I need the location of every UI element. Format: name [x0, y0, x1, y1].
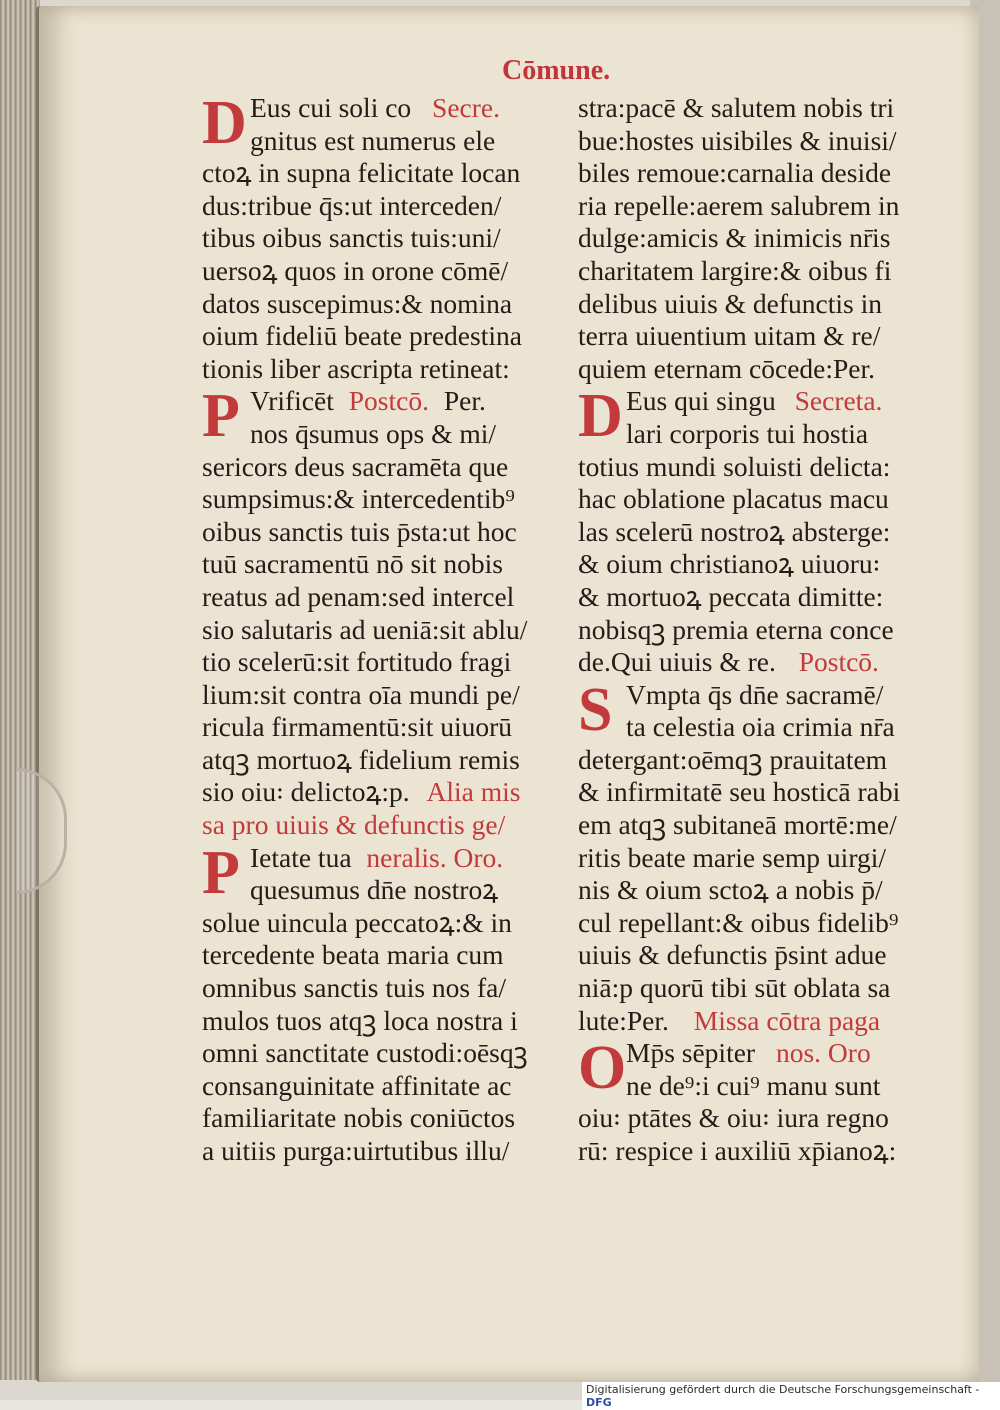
rubric: Secre. — [432, 92, 500, 123]
text-line: ria repelle:aerem salubrem in — [578, 189, 900, 221]
text-line: oibus sanctis tuis p̄sta:ut hoc — [202, 515, 517, 547]
text-line: niā:p quorū tibi sūt oblata sa — [578, 972, 891, 1004]
text-line: terra uiuentium uitam & re/ — [578, 320, 881, 352]
text-line: datos suscepimus:& nomina — [202, 287, 513, 319]
text-line — [202, 842, 554, 875]
text-line: hac oblatione placatus macu — [578, 483, 889, 515]
line-text: Per. — [443, 385, 486, 417]
text-line: quiem eternam cōcede:Per. — [578, 352, 876, 384]
line-text: Eus cui soli co — [250, 92, 412, 123]
text-line: tibus oibus sanctis tuis:uni/ — [202, 222, 501, 254]
left-block-1 — [202, 89, 554, 385]
text-line: sumpsimus:& intercedentib⁹ — [202, 483, 515, 515]
digitization-credit — [582, 1382, 1000, 1410]
text-line: mulos tuos atqꝫ loca nostra i — [202, 1004, 518, 1036]
text-line: rū: respice i auxiliū xp̄ianoꝝ: — [578, 1135, 897, 1166]
text-line: lium:sit contra oīa mundi pe/ — [202, 678, 520, 710]
text-line: dus:tribue q̄s:ut interceden/ — [202, 189, 502, 221]
text-line: ricula firmamentū:sit uiuorū — [202, 711, 513, 743]
text-line — [202, 92, 554, 125]
credit-text: Digitalisierung gefördert durch die Deutsche Forschungsgemeinschaft - — [586, 1383, 980, 1396]
right-block-1 — [578, 382, 933, 678]
text-line: familiaritate nobis coniūctos — [202, 1102, 516, 1134]
text-line: consanguinitate affinitate ac — [202, 1069, 512, 1101]
text-line — [578, 646, 933, 679]
text-line: stra:pacē & salutem nobis tri — [578, 92, 895, 123]
text-line — [578, 1005, 933, 1038]
text-line: ritis beate marie semp uirgi/ — [578, 841, 887, 873]
text-line: uiuis & defunctis p̄sint adue — [578, 939, 887, 971]
line-text: Eus qui singu — [626, 385, 776, 417]
text-line: nis & oium sctoꝝ a nobis p̄/ — [578, 874, 883, 906]
text-line: em atqꝫ subitaneā mortē:me/ — [578, 809, 897, 841]
initial-letter: P — [202, 382, 240, 451]
text-line: ctoꝝ in supna felicitate locan — [202, 157, 521, 189]
text-line: Vmpta q̄s dn̄e sacramē/ — [626, 678, 884, 710]
text-line: tionis liber ascripta retineat: — [202, 352, 510, 384]
text-line: & oium christianoꝝ uiuoru꞉ — [578, 548, 881, 580]
right-block-2 — [578, 675, 933, 1038]
text-line: sericors deus sacramēta que — [202, 450, 509, 482]
text-line: ta celestia oia crimia nr̄a — [626, 711, 895, 743]
text-line: biles remoue:carnalia deside — [578, 157, 892, 189]
text-line: charitatem largire:& oibus fi — [578, 254, 892, 286]
rubric: Alia mis — [426, 776, 521, 808]
text-line: tuū sacramentū nō sit nobis — [202, 548, 503, 580]
text-line: nobisqꝫ premia eterna conce — [578, 613, 894, 645]
left-block-3 — [202, 838, 554, 1168]
text-line: reatus ad penam:sed intercel — [202, 580, 515, 612]
text-line — [202, 776, 554, 809]
text-line: oiu꞉ ptātes & oiu꞉ iura regno — [578, 1102, 889, 1134]
text-line: omnibus sanctis tuis nos fa/ — [202, 972, 507, 1004]
text-line: totius mundi soluisti delicta: — [578, 450, 891, 482]
text-line — [578, 385, 933, 418]
text-line: & mortuoꝝ peccata dimitte: — [578, 580, 884, 612]
text-line: gnitus est numerus ele — [250, 124, 496, 156]
book-edge — [0, 0, 40, 1380]
line-text: sio oiu꞉ delictoꝝ:p. — [202, 776, 410, 808]
text-line: atqꝫ mortuoꝝ fidelium remis — [202, 743, 520, 775]
rubric: Postcō. — [348, 385, 429, 417]
text-line: lari corporis tui hostia — [626, 417, 869, 449]
right-column — [578, 92, 933, 1168]
left-column — [202, 89, 554, 1168]
text-line: & infirmitatē seu hosticā rabi — [578, 776, 901, 808]
initial-letter: P — [202, 838, 240, 907]
text-line: omni sanctitate custodi:oēsqꝫ — [202, 1037, 528, 1069]
right-block-3 — [578, 1034, 933, 1167]
initial-letter: D — [578, 382, 623, 451]
text-line: solue uincula peccatoꝝ:& in — [202, 906, 512, 938]
dfg-logo: DFG — [586, 1396, 612, 1409]
text-line: tio scelerū:sit fortitudo fragi — [202, 646, 512, 678]
rubric: Secreta. — [794, 385, 883, 417]
rubric: Postcō. — [798, 646, 879, 678]
text-line: nos q̄sumus ops & mi/ — [250, 417, 497, 449]
rubric: Missa cōtra paga — [693, 1004, 881, 1036]
initial-letter: S — [578, 675, 613, 744]
text-line: a uitiis purga:uirtutibus illu/ — [202, 1135, 510, 1166]
text-line — [578, 1037, 933, 1070]
left-block-2 — [202, 382, 554, 841]
text-line: sio salutaris ad ueniā:sit ablu/ — [202, 613, 528, 645]
text-line: detergant:oēmqꝫ prauitatem — [578, 743, 888, 775]
text-line: oium fideliū beate predestina — [202, 320, 522, 352]
rubric: nos. Oro — [775, 1037, 871, 1069]
text-line: ne de⁹:i cui⁹ manu sunt — [626, 1069, 881, 1101]
text-line — [202, 385, 554, 418]
text-line: delibus uiuis & defunctis in — [578, 287, 883, 319]
text-line: uersoꝝ quos in orone cōmē/ — [202, 254, 509, 286]
text-line: las scelerū nostroꝝ absterge: — [578, 515, 891, 547]
line-text: Mp̄s sēpiter — [626, 1037, 756, 1069]
line-text: lute:Per. — [578, 1004, 669, 1036]
initial-letter: O — [578, 1034, 627, 1103]
text-line: tercedente beata maria cum — [202, 939, 504, 971]
text-line: quesumus dn̄e nostroꝝ — [250, 874, 499, 906]
rubric-line: sa pro uiuis & defunctis ge/ — [202, 809, 506, 841]
initial-letter: D — [202, 89, 247, 157]
line-text: Ietate tua — [250, 841, 352, 873]
text-line: cul repellant:& oibus fidelib⁹ — [578, 906, 899, 938]
line-text: Vrificēt — [250, 385, 334, 417]
text-line: dulge:amicis & inimicis nr̄is — [578, 222, 891, 254]
rubric: neralis. Oro. — [366, 841, 504, 873]
text-line: bue:hostes uisibiles & inuisi/ — [578, 124, 897, 156]
line-text: de.Qui uiuis & re. — [578, 646, 776, 678]
running-title: Cōmune. — [502, 55, 611, 86]
